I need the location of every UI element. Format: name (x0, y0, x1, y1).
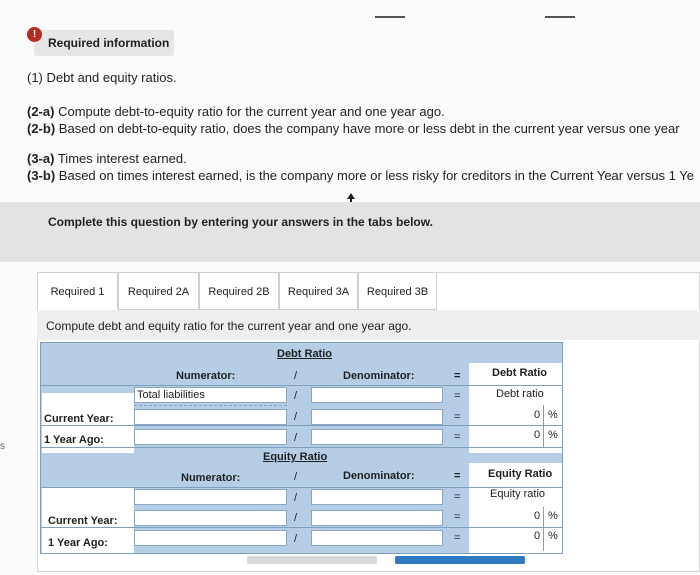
debt-current-denominator-input[interactable] (311, 409, 443, 425)
instruction-banner (0, 202, 700, 262)
info-alert-icon: ! (27, 27, 42, 42)
debt-ratio-title: Debt Ratio (277, 348, 332, 360)
equity-ratio-title: Equity Ratio (263, 451, 328, 463)
instruction-item-2b (27, 121, 680, 136)
equity-equals-symbol: = (454, 491, 461, 503)
row-line (41, 487, 562, 488)
required-information-label: Required information (48, 36, 170, 50)
banner-text: Complete this question by entering your answers in the tabs below. (48, 215, 433, 229)
equity-divide-symbol: / (294, 492, 298, 504)
panel-instruction: Compute debt and equity ratio for the current year and one year ago. (37, 310, 700, 340)
cell-separator (543, 507, 544, 527)
debt-numerator-header: Numerator: (176, 370, 236, 382)
debt-year-ago-denominator-input[interactable] (311, 429, 443, 445)
instruction-prefix: (2-b) (27, 121, 56, 136)
cell-separator (543, 527, 544, 551)
tab-required-2b[interactable]: Required 2B (199, 272, 279, 310)
instruction-item-3a (27, 151, 187, 166)
equity-result-label: Equity ratio (490, 488, 546, 500)
instruction-item-1: (1) Debt and equity ratios. (27, 70, 177, 85)
debt-equals-symbol: = (454, 431, 461, 443)
equity-current-year-label: Current Year: (48, 515, 118, 527)
debt-denominator-input[interactable] (311, 387, 443, 403)
margin-letter: s (0, 441, 5, 452)
equity-current-numerator-input[interactable] (134, 510, 287, 526)
next-button[interactable] (395, 556, 525, 564)
debt-equals-symbol: = (454, 411, 461, 423)
row-line (41, 527, 562, 528)
instruction-text: Based on debt-to-equity ratio, does the company have more or less debt in the current year versus one year (58, 121, 680, 136)
debt-current-numerator-input[interactable] (134, 409, 287, 425)
cell-separator (543, 425, 544, 447)
tab-required-2a[interactable]: Required 2A (118, 272, 199, 310)
previous-button[interactable] (247, 556, 377, 564)
equity-result-header: Equity Ratio (488, 468, 553, 480)
equity-denominator-header: Denominator: (343, 470, 415, 482)
top-divider (545, 16, 575, 18)
debt-year-ago-unit: % (548, 429, 558, 441)
instruction-prefix: (3-a) (27, 151, 55, 166)
debt-equals-symbol: = (454, 390, 461, 402)
debt-current-year-label: Current Year: (44, 413, 114, 425)
equity-denominator-input[interactable] (311, 489, 443, 505)
instruction-prefix: (2-a) (27, 104, 55, 119)
equity-divide-symbol: / (294, 512, 298, 524)
required-information-tab[interactable] (34, 30, 174, 56)
tab-required-3b[interactable]: Required 3B (358, 272, 437, 310)
debt-divide-symbol: / (294, 411, 298, 423)
top-divider (375, 16, 405, 18)
equity-year-ago-numerator-input[interactable] (134, 530, 287, 546)
debt-result-header: Debt Ratio (492, 367, 547, 379)
equity-year-ago-denominator-input[interactable] (311, 530, 443, 546)
row-line (41, 385, 562, 386)
equity-numerator-input[interactable] (134, 489, 287, 505)
instruction-text: Based on times interest earned, is the company more or less risky for creditors in the Current Year versus 1 Ye (58, 168, 694, 183)
equity-divide-header: / (294, 471, 298, 483)
debt-divide-symbol: / (294, 432, 298, 444)
instruction-text: Compute debt-to-equity ratio for the current year and one year ago. (58, 104, 445, 119)
tab-required-1[interactable]: Required 1 (37, 272, 118, 310)
row-line (41, 425, 562, 426)
equity-year-ago-unit: % (548, 530, 558, 542)
equity-current-denominator-input[interactable] (311, 510, 443, 526)
row-line (41, 447, 562, 448)
equity-equals-symbol: = (454, 511, 461, 523)
ratio-table (40, 342, 563, 554)
equity-equals-header: = (454, 470, 461, 482)
instruction-item-2a (27, 104, 445, 119)
debt-denominator-header: Denominator: (343, 370, 415, 382)
debt-year-ago-label: 1 Year Ago: (44, 434, 104, 446)
debt-divide-header: / (294, 370, 298, 382)
equity-numerator-header: Numerator: (181, 472, 241, 484)
instruction-text: Times interest earned. (57, 151, 187, 166)
instruction-item-3b (27, 168, 694, 183)
instruction-prefix: (3-b) (27, 168, 56, 183)
debt-equals-header: = (454, 370, 461, 382)
equity-year-ago-result: 0 (534, 530, 541, 542)
debt-year-ago-result: 0 (534, 429, 541, 441)
debt-current-unit: % (548, 409, 558, 421)
tab-required-3a[interactable]: Required 3A (279, 272, 358, 310)
equity-divide-symbol: / (294, 533, 298, 545)
equity-year-ago-label: 1 Year Ago: (48, 537, 108, 549)
equity-equals-symbol: = (454, 532, 461, 544)
debt-result-label: Debt ratio (496, 388, 544, 400)
equity-current-unit: % (548, 510, 558, 522)
debt-current-result: 0 (534, 409, 541, 421)
cell-separator (543, 405, 544, 425)
equity-current-result: 0 (534, 510, 541, 522)
row-divider (134, 405, 287, 406)
debt-numerator-input[interactable]: Total liabilities (134, 387, 287, 403)
debt-divide-symbol: / (294, 390, 298, 402)
debt-year-ago-numerator-input[interactable] (134, 429, 287, 445)
